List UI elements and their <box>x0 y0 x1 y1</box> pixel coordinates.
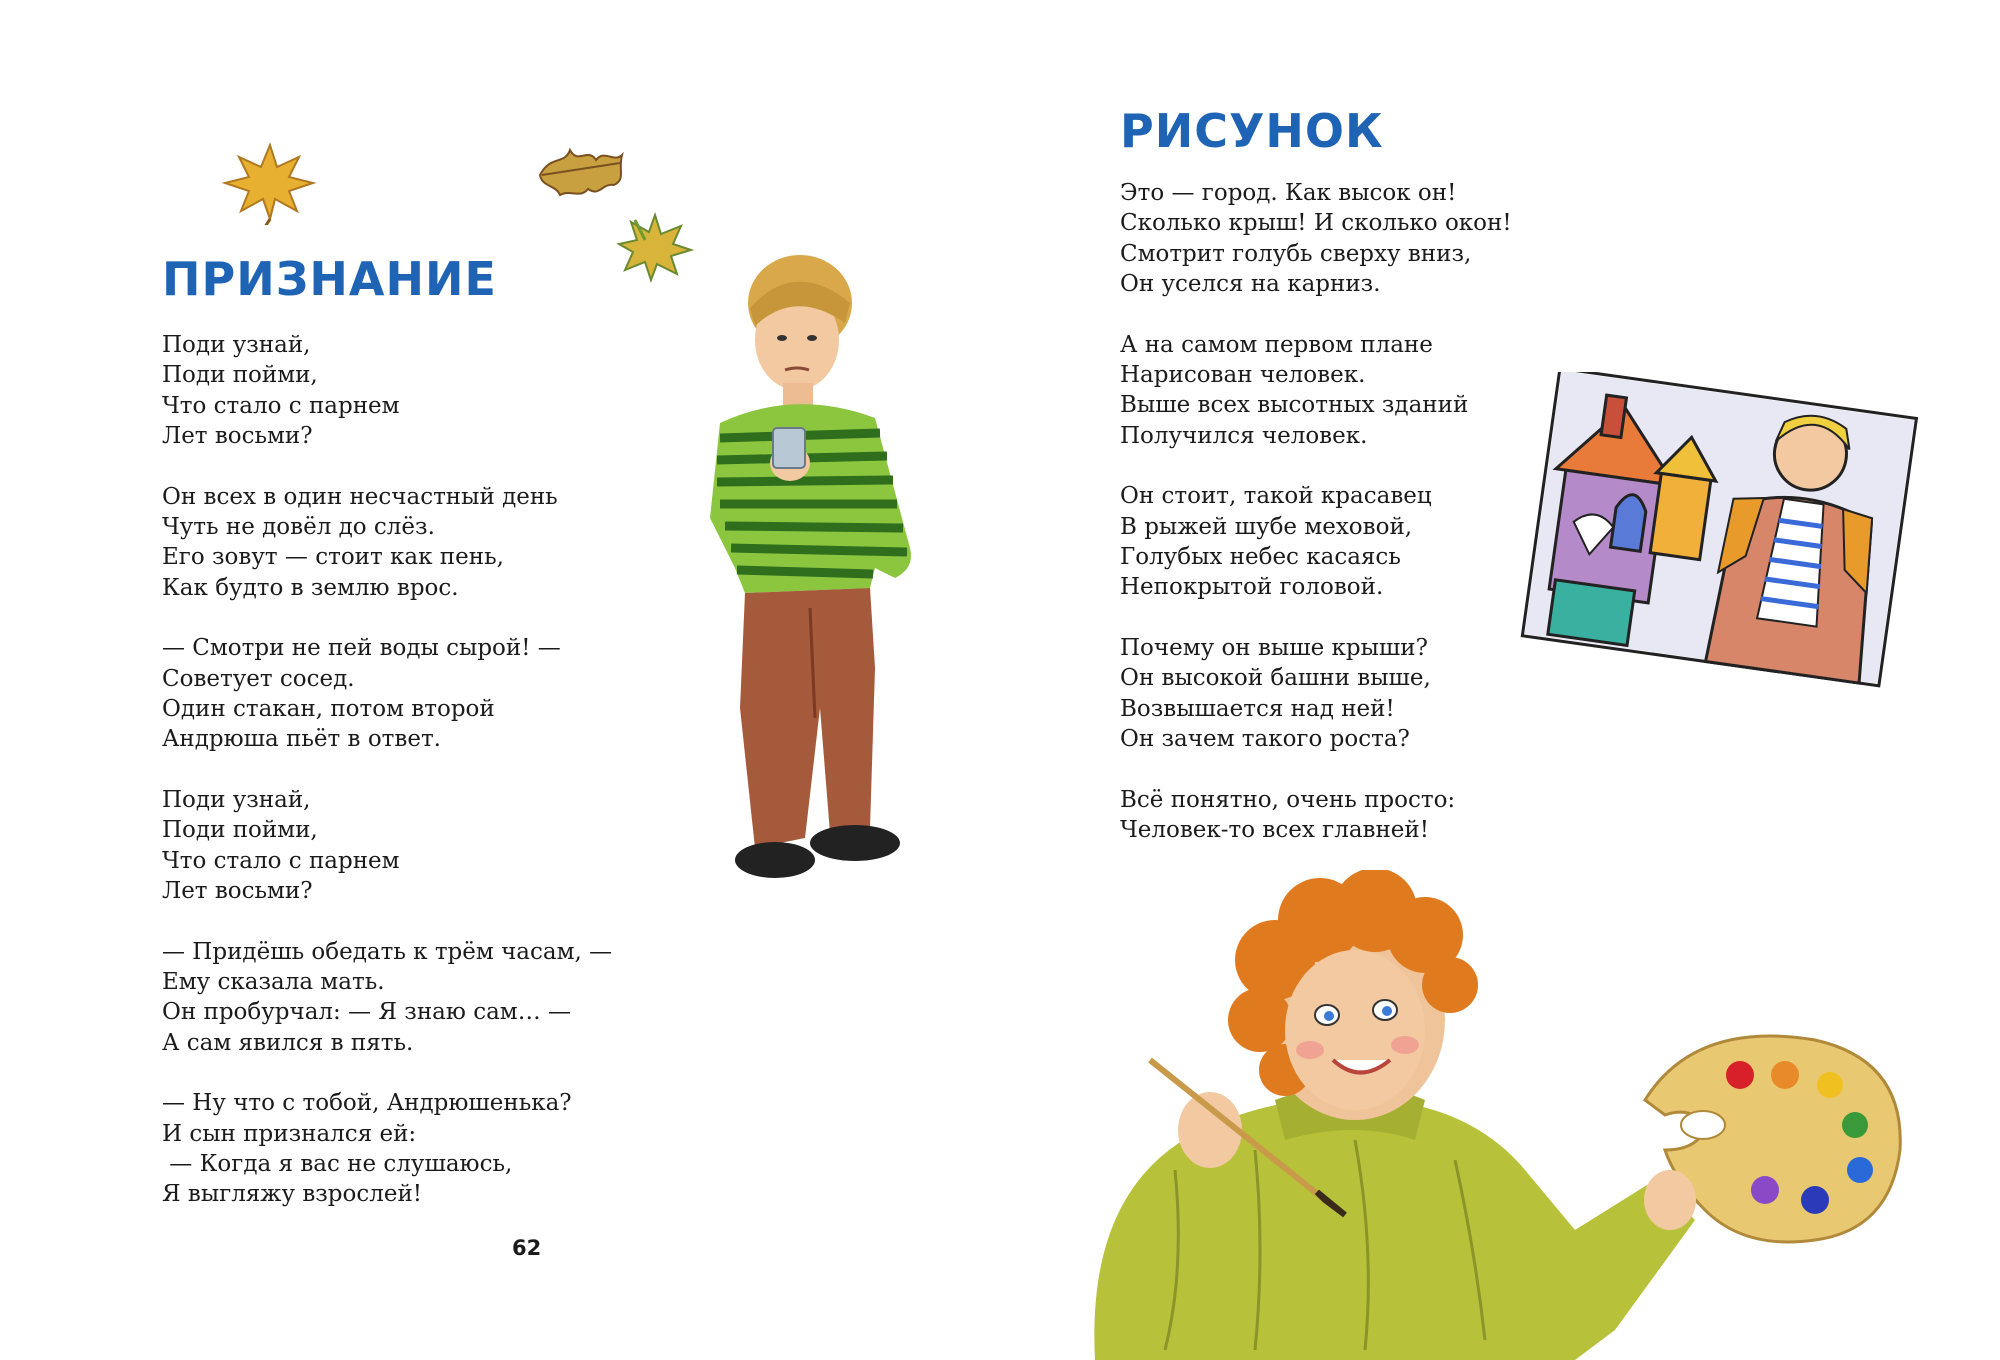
poem-line: Один стакан, потом второй <box>162 696 495 723</box>
stanza <box>162 937 722 1059</box>
poem-line: — Смотри не пей воды сырой! — <box>162 635 561 662</box>
poem-line: Поди пойми, <box>162 362 318 389</box>
boy-artist-illustration <box>1055 870 1915 1360</box>
poem-line: Он зачем такого роста? <box>1120 726 1410 753</box>
poem-line: Он высокой башни выше, <box>1120 665 1431 692</box>
stanza <box>1120 785 1590 846</box>
poem-line: Он всех в один несчастный день <box>162 483 558 510</box>
poem-line: Возвышается над ней! <box>1120 695 1395 722</box>
oak-leaf-illustration <box>530 135 630 205</box>
page-number: 62 <box>512 1236 542 1260</box>
poem-line: Как будто в землю врос. <box>162 574 459 601</box>
stanza <box>162 1088 722 1210</box>
poem-line: Голубых небес касаясь <box>1120 544 1401 571</box>
poem-line: Ему сказала мать. <box>162 968 385 995</box>
poem-line: Человек-то всех главней! <box>1120 816 1429 843</box>
poem-line: Нарисован человек. <box>1120 362 1366 389</box>
poem-line: Его зовут — стоит как пень, <box>162 544 504 571</box>
poem-line: Смотрит голубь сверху вниз, <box>1120 240 1472 267</box>
boy-with-glass-illustration <box>625 248 925 908</box>
poem-title-right: РИСУНОК <box>1120 104 1384 158</box>
poem-line: Непокрытой головой. <box>1120 574 1384 601</box>
poem-line: Я выгляжу взрослей! <box>162 1181 423 1208</box>
poem-line: — Придёшь обедать к трём часам, — <box>162 938 613 965</box>
poem-line: В рыжей шубе меховой, <box>1120 513 1413 540</box>
poem-line: И сын признался ей: <box>162 1120 417 1147</box>
poem-line: Поди пойми, <box>162 817 318 844</box>
poem-line: Это — город. Как высок он! <box>1120 180 1457 206</box>
poem-title-left: ПРИЗНАНИЕ <box>162 252 497 306</box>
poem-line: Выше всех высотных зданий <box>1120 392 1469 419</box>
poem-line: Почему он выше крыши? <box>1120 634 1428 661</box>
poem-line: Советует сосед. <box>162 665 355 692</box>
right-page <box>1000 0 2000 1360</box>
poem-line: Поди узнай, <box>162 332 311 358</box>
poem-line: А сам явился в пять. <box>162 1029 414 1056</box>
poem-line: Лет восьми? <box>162 878 313 905</box>
poem-line: Андрюша пьёт в ответ. <box>162 726 441 753</box>
poem-line: Всё понятно, очень просто: <box>1120 786 1456 813</box>
poem-line: Лет восьми? <box>162 423 313 450</box>
maple-leaf-illustration <box>215 135 325 225</box>
poem-line: Он уселся на карниз. <box>1120 271 1381 298</box>
stanza <box>1120 178 1590 300</box>
poem-line: — Ну что с тобой, Андрюшенька? <box>162 1090 572 1117</box>
poem-line: Сколько крыш! И сколько окон! <box>1120 210 1512 237</box>
poem-line: Что стало с парнем <box>162 847 400 874</box>
city-drawing-illustration <box>1518 372 1918 702</box>
poem-line: Чуть не довёл до слёз. <box>162 514 435 541</box>
poem-line: Получился человек. <box>1120 422 1368 449</box>
poem-line: Что стало с парнем <box>162 392 400 419</box>
poem-line: Он пробурчал: — Я знаю сам… — <box>162 999 572 1026</box>
poem-line: Поди узнай, <box>162 786 311 813</box>
poem-line: Он стоит, такой красавец <box>1120 483 1432 510</box>
poem-line: — Когда я вас не слушаюсь, <box>162 1150 513 1177</box>
poem-line: А на самом первом плане <box>1120 331 1433 358</box>
